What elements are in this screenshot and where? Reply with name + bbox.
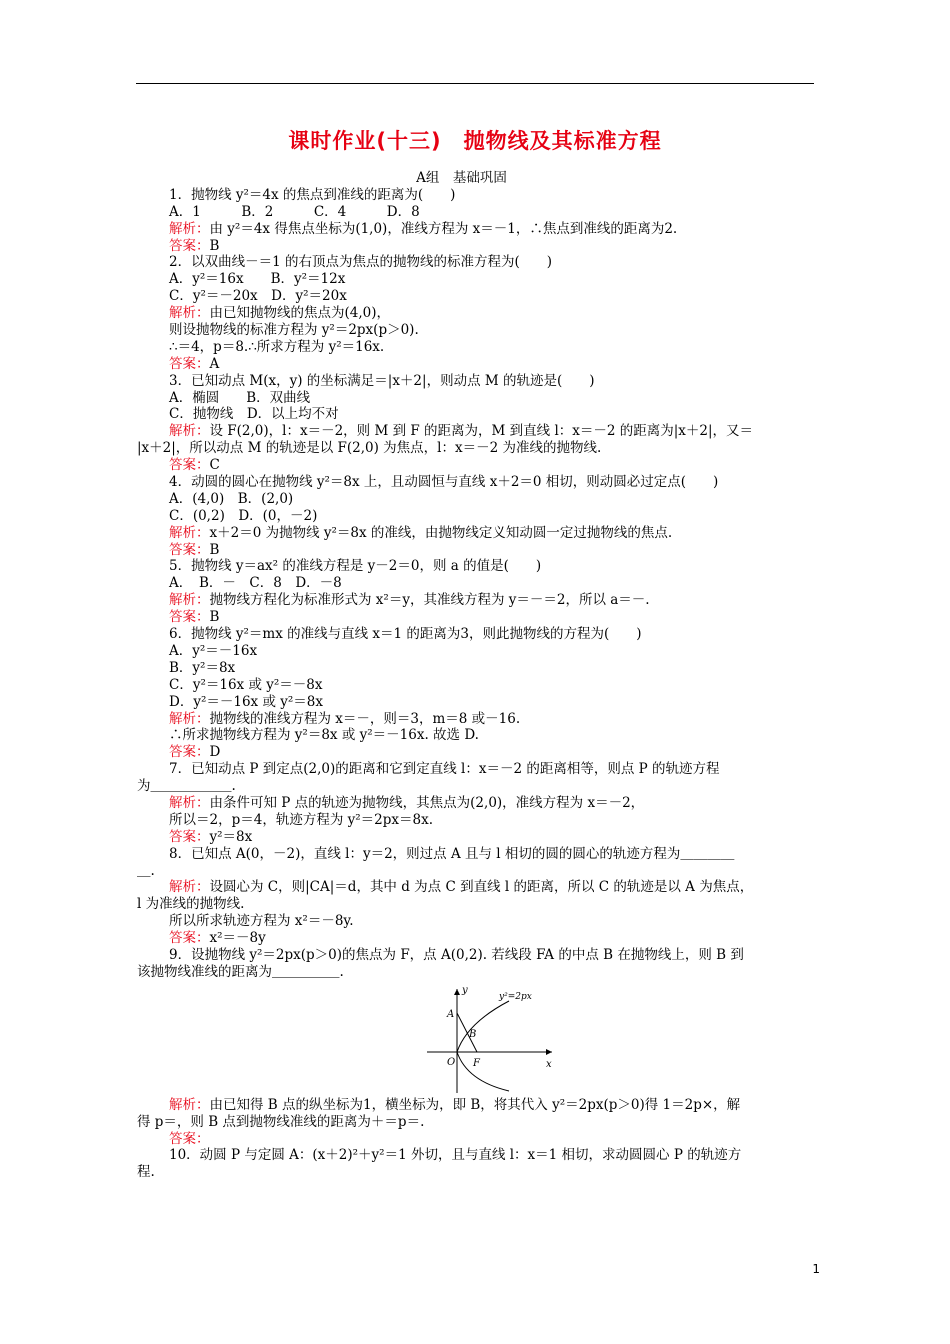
- text-line: [169, 271, 814, 288]
- line-text: 抛物线的准线方程为 x＝－，则＝3，m＝8 或－16.: [209, 710, 521, 727]
- text-line: [169, 305, 814, 322]
- text-line: [137, 1164, 814, 1181]
- text-line: [169, 879, 814, 896]
- page-number: 1: [812, 1262, 820, 1276]
- line-text: C．抛物线 D．以上均不对: [169, 406, 339, 423]
- line-text: |x＋2|，所以动点 M 的轨迹是以 F(2,0) 为焦点，l：x＝－2 为准线的抛物线.: [137, 440, 602, 457]
- answer-label: 答案：: [169, 1130, 210, 1147]
- text-line: [169, 356, 814, 373]
- answer-label: 解析：: [169, 423, 210, 440]
- line-text: 3．已知动点 M(x，y) 的坐标满足＝|x＋2|，则动点 M 的轨迹是( ): [169, 372, 595, 389]
- line-text: 7．已知动点 P 到定点(2,0)的距离和它到定直线 l：x＝－2 的距离相等，则点 P 的轨迹方程: [169, 761, 720, 778]
- line-text: A．y²＝16x B．y²＝12x: [169, 271, 346, 288]
- line-text: A．y²＝－16x: [169, 642, 258, 659]
- answer-label: 答案：: [169, 355, 210, 372]
- text-line: [169, 947, 814, 964]
- text-line: [169, 339, 814, 356]
- text-line: [169, 542, 814, 559]
- answer-label: 解析：: [169, 220, 210, 237]
- line-text: 得 p＝，则 B 点到抛物线准线的距离为＋＝p＝.: [137, 1113, 425, 1130]
- text-line: [169, 609, 814, 626]
- point-b-label: B: [469, 1028, 477, 1040]
- y-axis-label: y: [462, 984, 468, 996]
- text-line: [169, 1131, 814, 1148]
- text-line: [169, 795, 814, 812]
- point-f-label: F: [473, 1057, 480, 1069]
- answer-label: 答案：: [169, 609, 210, 626]
- text-line: [169, 288, 814, 305]
- answer-label: 答案：: [169, 457, 210, 474]
- text-line: [169, 558, 814, 575]
- line-text: B: [209, 541, 220, 558]
- line-text: x²＝－8y: [209, 930, 266, 947]
- line-text: 5．抛物线 y＝ax² 的准线方程是 y－2＝0，则 a 的值是( ): [169, 558, 542, 575]
- line-text: 由已知得 B 点的纵坐标为1，横坐标为，即 B，将其代入 y²＝2px(p＞0)得 1＝2p×，解: [209, 1096, 741, 1113]
- line-text: C: [209, 457, 220, 474]
- line-text: l 为准线的抛物线.: [137, 896, 245, 913]
- text-line: [169, 204, 814, 221]
- line-text: x＋2＝0 为抛物线 y²＝8x 的准线，由抛物线定义知动圆一定过抛物线的焦点.: [209, 524, 673, 541]
- line-text: 为＿＿＿＿＿＿.: [137, 778, 236, 795]
- text-line: [169, 677, 814, 694]
- text-line: [169, 221, 814, 238]
- parabola-diagram: [427, 985, 557, 1095]
- text-line: [137, 440, 814, 457]
- text-line: [169, 525, 814, 542]
- text-line: [169, 694, 814, 711]
- header-rule: [136, 83, 814, 84]
- page-title: 课时作业(十三) 抛物线及其标准方程: [288, 129, 662, 153]
- curve-equation-label: y²=2px: [499, 991, 532, 1002]
- text-line: [137, 778, 814, 795]
- text-line: [169, 474, 814, 491]
- text-line: [137, 1114, 814, 1131]
- text-line: [137, 896, 814, 913]
- text-line: [169, 406, 814, 423]
- line-text: C．y²＝－20x D．y²＝20x: [169, 288, 347, 305]
- line-text: 程.: [137, 1164, 155, 1181]
- answer-label: 解析：: [169, 1096, 210, 1113]
- answer-label: 解析：: [169, 710, 210, 727]
- line-text: B: [209, 609, 220, 626]
- line-text: 该抛物线准线的距离为＿＿＿＿＿.: [137, 963, 344, 980]
- text-line: [169, 626, 814, 643]
- text-line: [169, 491, 814, 508]
- parabola-figure: [427, 985, 557, 1095]
- line-text: 由已知抛物线的焦点为(4,0)，: [209, 305, 391, 322]
- answer-label: 解析：: [169, 592, 210, 609]
- text-line: [169, 575, 814, 592]
- line-text: 所以＝2，p＝4，轨迹方程为 y²＝2px＝8x.: [169, 811, 433, 828]
- text-line: [169, 1097, 814, 1114]
- line-text: 8．已知点 A(0，－2)，直线 l：y＝2，则过点 A 且与 l 相切的圆的圆心的轨迹方程为＿＿＿＿: [169, 845, 735, 862]
- answer-label: 答案：: [169, 744, 210, 761]
- document-body: [137, 170, 814, 1181]
- line-text: B: [209, 237, 220, 254]
- line-text: 2．以双曲线－＝1 的右顶点为焦点的抛物线的标准方程为( ): [169, 254, 553, 271]
- line-text: 由 y²＝4x 得焦点坐标为(1,0)，准线方程为 x＝－1，∴焦点到准线的距离为2.: [209, 220, 678, 237]
- answer-label: 答案：: [169, 828, 210, 845]
- text-line: [169, 238, 814, 255]
- text-line: [169, 744, 814, 761]
- line-text: C．y²＝16x 或 y²＝－8x: [169, 676, 323, 693]
- line-text: A．1 B．2 C．4 D．8: [169, 203, 420, 220]
- answer-label: 解析：: [169, 794, 210, 811]
- line-text: 10．动圆 P 与定圆 A：(x＋2)²＋y²＝1 外切，且与直线 l：x＝1 相切，求动圆圆心 P 的轨迹方: [169, 1147, 742, 1164]
- text-line: [169, 373, 814, 390]
- text-line: [169, 187, 814, 204]
- text-line: [169, 761, 814, 778]
- text-line: [169, 660, 814, 677]
- line-text: ∴所求抛物线方程为 y²＝8x 或 y²＝－16x. 故选 D.: [169, 727, 479, 744]
- line-text: 设圆心为 C，则|CA|＝d，其中 d 为点 C 到直线 l 的距离，所以 C 的轨迹是以 A 为焦点，: [209, 879, 754, 896]
- text-line: [169, 423, 814, 440]
- text-line: [169, 930, 814, 947]
- text-line: [137, 964, 814, 981]
- line-text: A．椭圆 B．双曲线: [169, 389, 311, 406]
- line-text: 由条件可知 P 点的轨迹为抛物线，其焦点为(2,0)，准线方程为 x＝－2，: [209, 794, 645, 811]
- text-line: [169, 254, 814, 271]
- text-line: [169, 643, 814, 660]
- text-line: [169, 829, 814, 846]
- answer-label: 答案：: [169, 930, 210, 947]
- line-text: 9．设抛物线 y²＝2px(p＞0)的焦点为 F，点 A(0,2). 若线段 FA 的中点 B 在抛物线上，则 B 到: [169, 946, 744, 963]
- section-heading: A组 基础巩固: [416, 170, 507, 186]
- answer-label: 解析：: [169, 879, 210, 896]
- text-line: [169, 727, 814, 744]
- answer-label: 解析：: [169, 524, 210, 541]
- text-line: [169, 508, 814, 525]
- answer-label: 答案：: [169, 237, 210, 254]
- line-text: C．(0,2) D．(0，－2): [169, 507, 318, 524]
- text-line: [137, 863, 814, 880]
- origin-label: O: [447, 1056, 456, 1068]
- text-line: [169, 592, 814, 609]
- answer-label: 答案：: [169, 541, 210, 558]
- line-text: A: [209, 355, 220, 372]
- line-text: 所以所求轨迹方程为 x²＝－8y.: [169, 913, 354, 930]
- text-line: [169, 457, 814, 474]
- text-line: [169, 322, 814, 339]
- point-a-label: A: [447, 1008, 455, 1020]
- answer-label: 解析：: [169, 305, 210, 322]
- line-text: B．y²＝8x: [169, 659, 236, 676]
- text-line: [169, 846, 814, 863]
- text-line: [169, 390, 814, 407]
- text-line: [169, 1147, 814, 1164]
- line-text: A． B．－ C．8 D．－8: [169, 575, 342, 592]
- problems-1-9: [137, 186, 814, 981]
- line-text: D．y²＝－16x 或 y²＝8x: [169, 693, 323, 710]
- text-line: [169, 913, 814, 930]
- text-line: [169, 711, 814, 728]
- line-text: y²＝8x: [209, 828, 253, 845]
- line-text: 6．抛物线 y²＝mx 的准线与直线 x＝1 的距离为3，则此抛物线的方程为( ): [169, 626, 642, 643]
- line-text: ∴＝4，p＝8.∴所求方程为 y²＝16x.: [169, 338, 385, 355]
- line-text: 1．抛物线 y²＝4x 的焦点到准线的距离为( ): [169, 186, 456, 203]
- line-text: 设 F(2,0)，l：x＝－2，则 M 到 F 的距离为，M 到直线 l：x＝－2 的距离为|x＋2|，又＝: [209, 423, 754, 440]
- line-text: 抛物线方程化为标准形式为 x²＝y，其准线方程为 y＝－＝2，所以 a＝－.: [209, 592, 650, 609]
- line-text: 则设抛物线的标准方程为 y²＝2px(p＞0).: [169, 322, 419, 339]
- x-axis-label: x: [546, 1058, 552, 1070]
- line-text: 4．动圆的圆心在抛物线 y²＝8x 上，且动圆恒与直线 x＋2＝0 相切，则动圆必过定点( ): [169, 474, 719, 491]
- line-text: D: [209, 744, 221, 761]
- problem-9-solution-and-10: [137, 1096, 814, 1181]
- line-text: A．(4,0) B．(2,0): [169, 490, 294, 507]
- line-text: ＿.: [137, 862, 155, 879]
- text-line: [169, 812, 814, 829]
